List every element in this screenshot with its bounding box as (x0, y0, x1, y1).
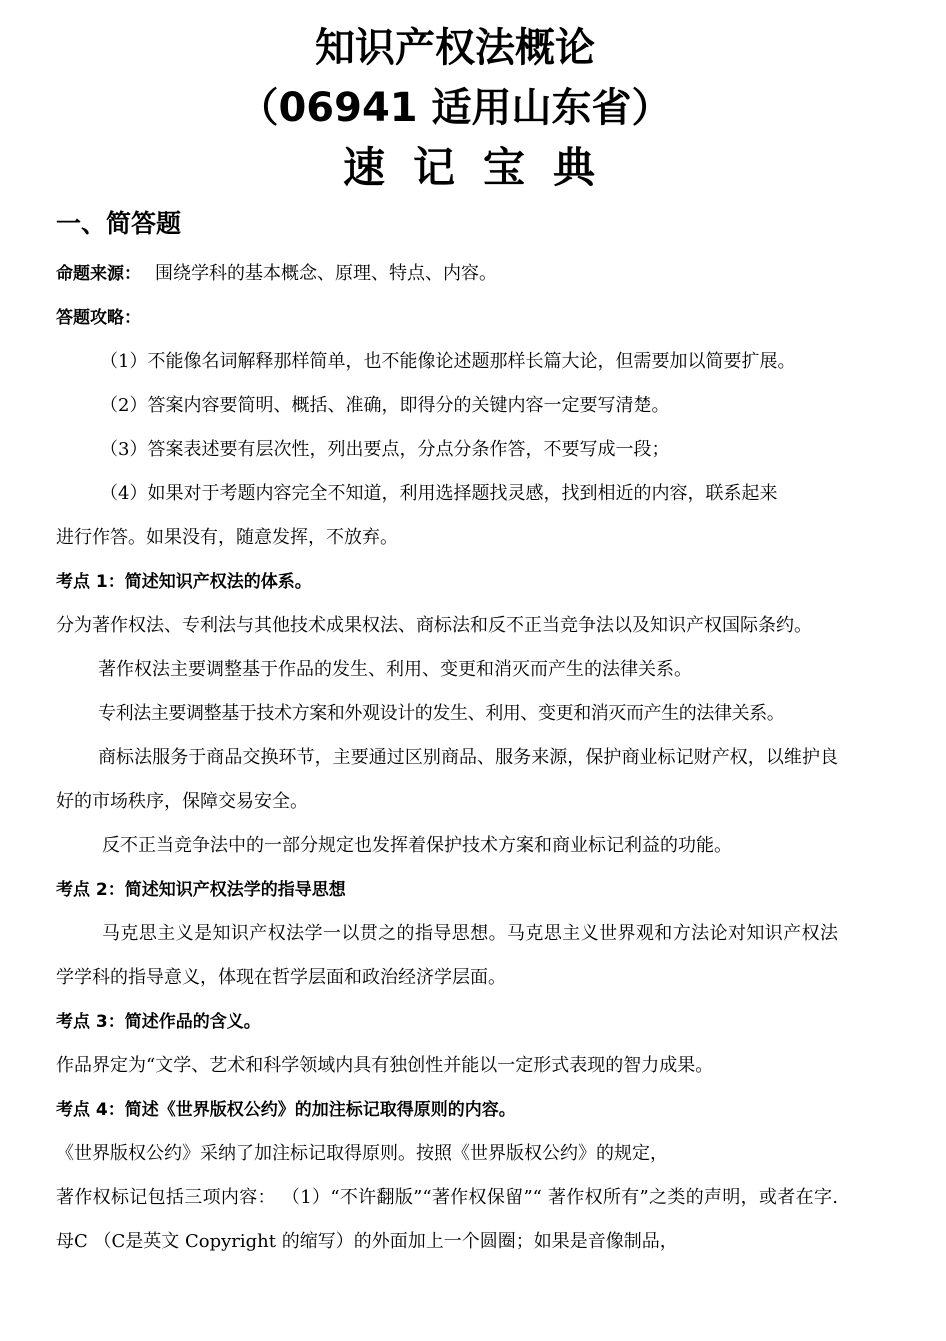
point-title-text: 考点 2：简述知识产权法学的指导思想 (56, 880, 346, 900)
tip-3: （3）答案表述要有层次性，列出要点，分点分条作答，不要写成一段； (100, 439, 670, 460)
point-title-text: 考点 1：简述知识产权法的体系。 (56, 572, 312, 592)
source-label: 命题来源： (56, 264, 141, 284)
point-1-title (56, 560, 838, 604)
point-title-text: 考点 3：简述作品的含义。 (56, 1012, 261, 1032)
point-1-paragraph-5: 反不正当竞争法中的一部分规定也发挥着保护技术方案和商业标记利益的功能。 (102, 835, 732, 856)
document-body (56, 252, 838, 1264)
point-1-paragraph-4: 商标法服务于商品交换环节，主要通过区别商品、服务来源，保护商业标记财产权，以维护良好的市场秩序，保障交易安全。 (56, 747, 838, 812)
tip-4-continued: 进行作答。如果没有，随意发挥，不放弃。 (56, 527, 398, 548)
point-1-paragraph-2: 著作权法主要调整基于作品的发生、利用、变更和消灭而产生的法律关系。 (98, 659, 692, 680)
point-1-paragraph-3: 专利法主要调整基于技术方案和外观设计的发生、利用、变更和消灭而产生的法律关系。 (98, 703, 785, 724)
strategy-label: 答题攻略： (56, 308, 141, 328)
source-text: 围绕学科的基本概念、原理、特点、内容。 (155, 263, 497, 284)
point-title-text: 考点 4：简述《世界版权公约》的加注标记取得原则的内容。 (56, 1100, 516, 1120)
point-3-title (56, 1000, 838, 1044)
point-4-paragraph-1: 《世界版权公约》采纳了加注标记取得原则。按照《世界版权公约》的规定， (56, 1143, 668, 1164)
tip-2: （2）答案内容要简明、概括、准确，即得分的关键内容一定要写清楚。 (100, 395, 670, 416)
section-heading: 一、简答题 (56, 209, 182, 238)
point-3-paragraph-1: 作品界定为“文学、艺术和科学领域内具有独创性并能以一定形式表现的智力成果。 (56, 1055, 714, 1076)
point-1-paragraph-1: 分为著作权法、专利法与其他技术成果权法、商标法和反不正当竞争法以及知识产权国际条约。 (56, 615, 812, 636)
tip-4: （4）如果对于考题内容完全不知道，利用选择题找灵感，找到相近的内容，联系起来 (100, 483, 778, 504)
point-2-title (56, 868, 838, 912)
point-2-paragraph-1: 马克思主义是知识产权法学一以贯之的指导思想。马克思主义世界观和方法论对知识产权法学学科的指导意义，体现在哲学层面和政治经济学层面。 (56, 923, 838, 988)
document-subtitle-course-code: （06941 适用山东省） (238, 85, 672, 131)
strategy-line (56, 296, 838, 340)
point-4-paragraph-2: 著作权标记包括三项内容： （1）“不许翻版”“著作权保留”“ 著作权所有”之类的声明，或者在字.母C （C是英文 Copyright 的缩写）的外面加上一个圆圈；如果是音像制品， (56, 1187, 838, 1252)
document-subtitle-quick-guide: 速记宝典 (342, 143, 623, 192)
tip-1: （1）不能像名词解释那样简单，也不能像论述题那样长篇大论，但需要加以简要扩展。 (100, 351, 796, 372)
document-title: 知识产权法概论 (315, 25, 595, 71)
point-4-title (56, 1088, 838, 1132)
source-line (56, 252, 838, 296)
